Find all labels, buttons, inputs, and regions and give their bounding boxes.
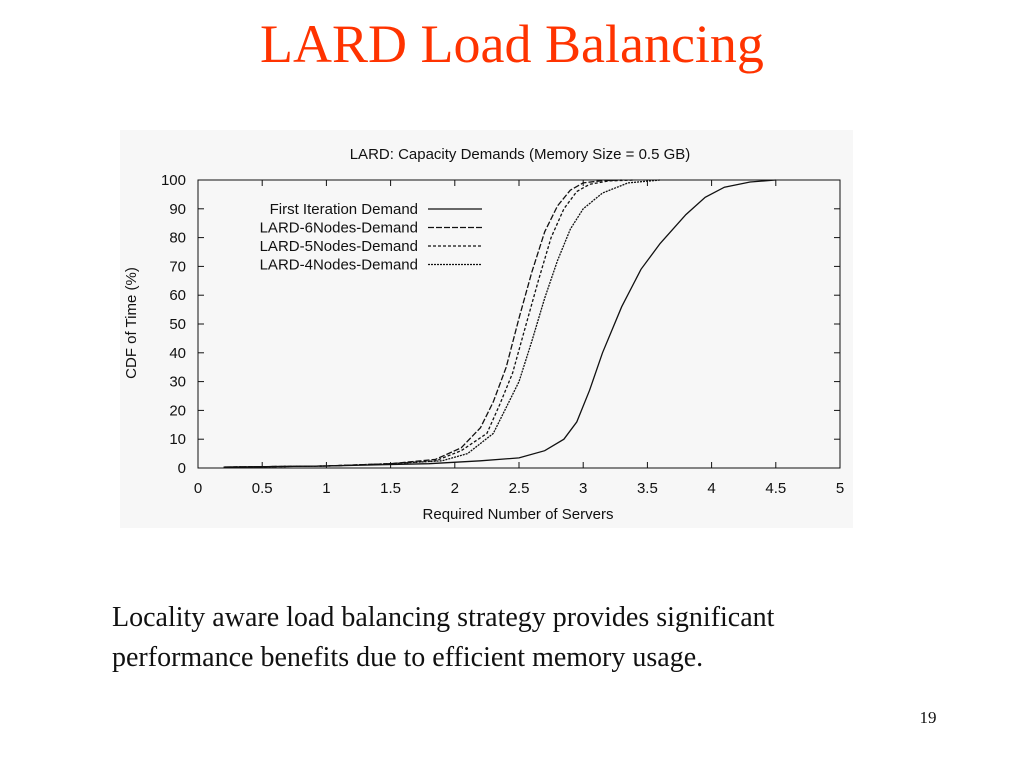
x-tick-label: 1.5 bbox=[380, 480, 402, 497]
y-tick-label: 90 bbox=[169, 200, 186, 218]
y-tick-label: 50 bbox=[169, 316, 186, 333]
x-tick-label: 0.5 bbox=[251, 480, 273, 497]
y-tick-label: 0 bbox=[177, 460, 186, 477]
x-axis-label: Required Number of Servers bbox=[422, 506, 614, 523]
slide-caption bbox=[112, 598, 952, 678]
y-tick-label: 70 bbox=[169, 258, 186, 276]
x-tick-label: 3.5 bbox=[636, 480, 658, 497]
legend-label: LARD-4Nodes-Demand bbox=[259, 256, 418, 274]
y-tick-label: 10 bbox=[169, 431, 186, 449]
capacity-demand-chart bbox=[120, 130, 853, 528]
y-axis-label: CDF of Time (%) bbox=[123, 267, 140, 379]
slide-title: LARD Load Balancing bbox=[260, 14, 764, 74]
y-tick-label: 40 bbox=[169, 344, 186, 362]
x-tick-label: 2.5 bbox=[508, 480, 530, 497]
x-tick-label: 2 bbox=[450, 480, 459, 497]
caption-line: Locality aware load balancing strategy provides significant bbox=[112, 602, 775, 633]
y-tick-label: 100 bbox=[160, 172, 186, 189]
x-tick-label: 0 bbox=[193, 480, 203, 497]
x-tick-label: 4.5 bbox=[765, 480, 787, 497]
caption-line: performance benefits due to efficient memory usage. bbox=[112, 642, 704, 673]
legend-label: First Iteration Demand bbox=[269, 201, 418, 218]
legend-label: LARD-5Nodes-Demand bbox=[259, 238, 418, 255]
chart-panel bbox=[120, 130, 853, 528]
slide-number: 19 bbox=[919, 708, 937, 727]
x-tick-label: 1 bbox=[322, 480, 331, 497]
y-tick-label: 60 bbox=[169, 287, 186, 305]
chart-title: LARD: Capacity Demands (Memory Size = 0.5 GB) bbox=[349, 146, 691, 163]
x-tick-label: 4 bbox=[707, 480, 716, 497]
x-tick-label: 5 bbox=[835, 480, 845, 497]
y-tick-label: 80 bbox=[169, 229, 186, 247]
x-tick-label: 3 bbox=[579, 480, 588, 497]
y-tick-label: 30 bbox=[169, 373, 186, 391]
y-tick-label: 20 bbox=[169, 402, 186, 420]
legend-label: LARD-6Nodes-Demand bbox=[259, 219, 418, 237]
